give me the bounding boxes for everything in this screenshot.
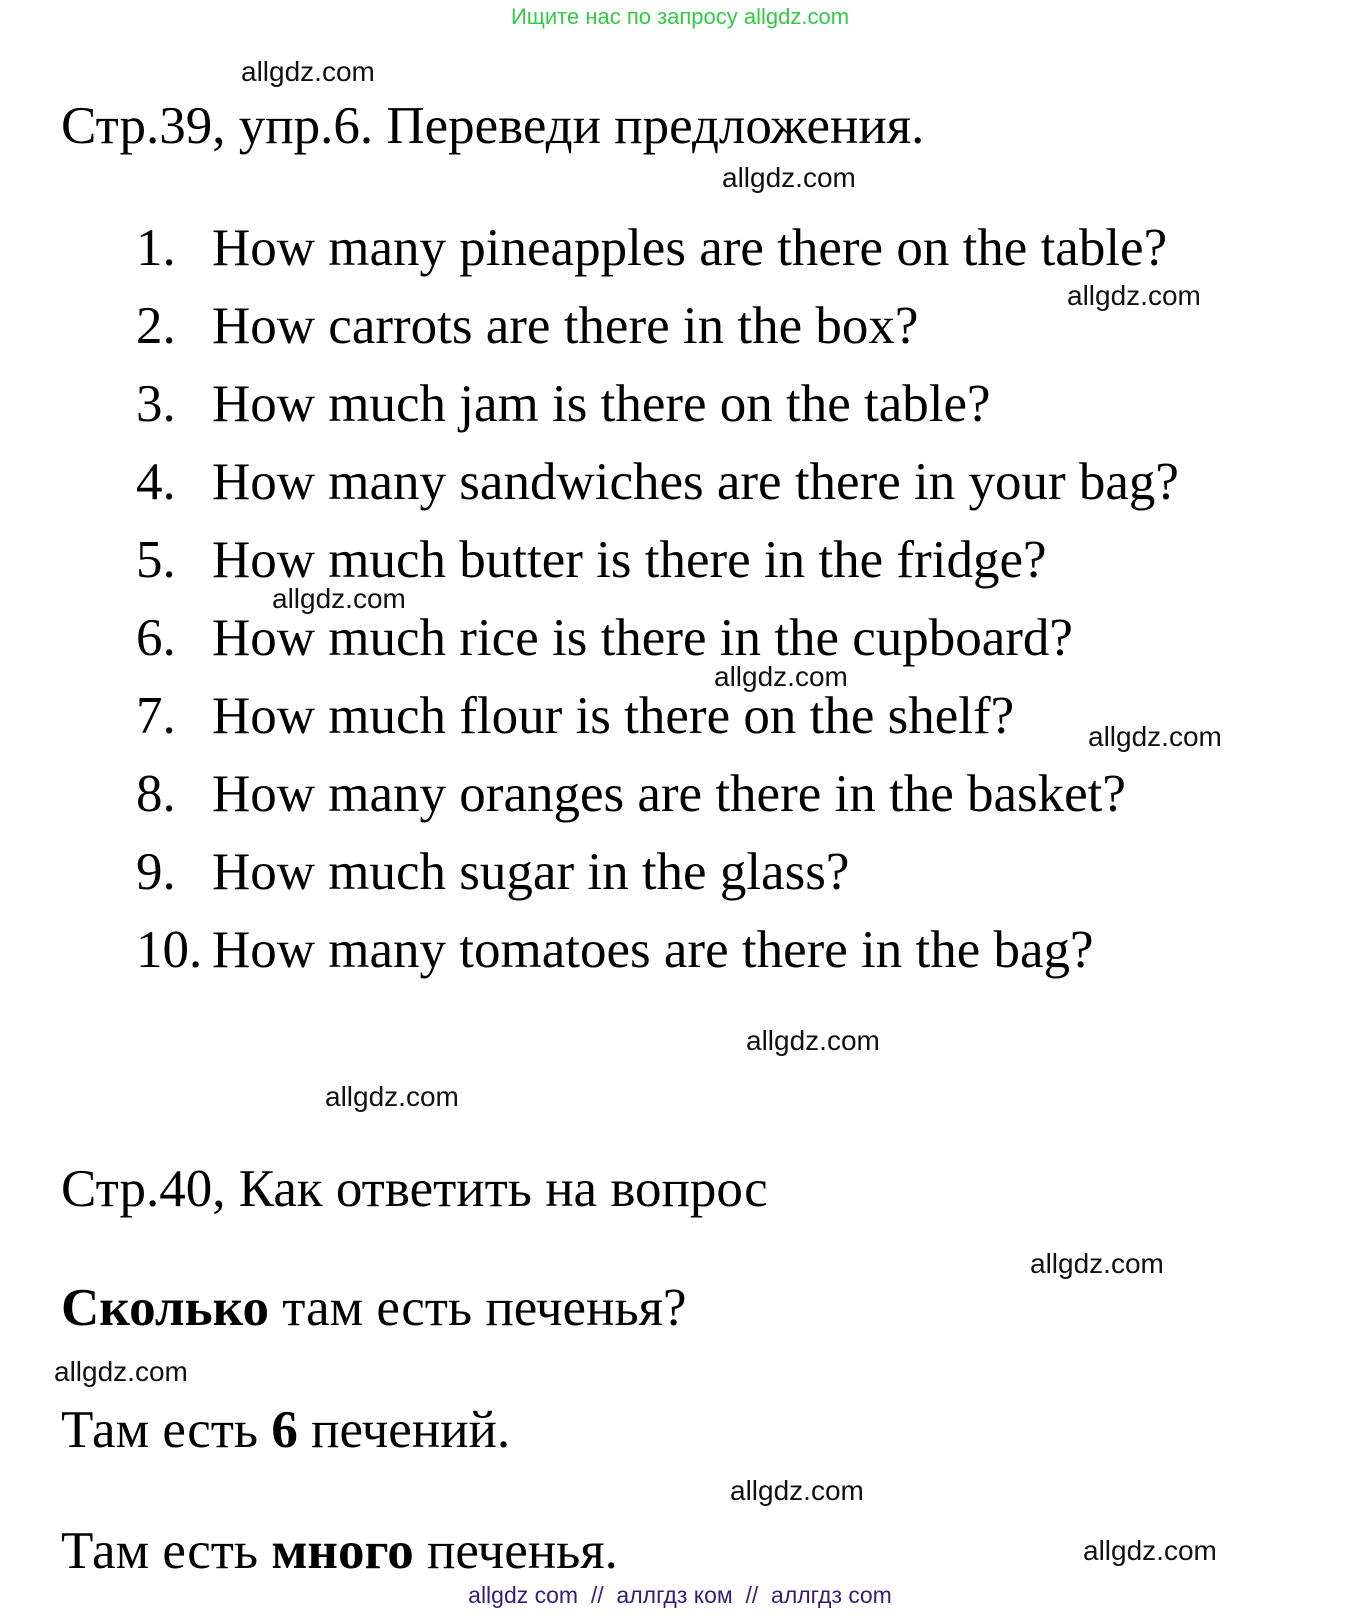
section2-title: Стр.40, Как ответить на вопрос: [61, 1160, 768, 1218]
top-banner[interactable]: Ищите нас по запросу allgdz.com: [510, 4, 850, 29]
item-number: 6.: [136, 609, 176, 667]
watermark: allgdz.com: [241, 56, 375, 87]
answer2-post: печенья.: [413, 1522, 618, 1580]
watermark: allgdz.com: [1083, 1535, 1217, 1566]
item-number: 7.: [136, 687, 176, 745]
item-text: How many sandwiches are there in your bag?: [212, 453, 1179, 511]
list-item: [136, 531, 1336, 590]
watermark: allgdz.com: [272, 583, 406, 614]
item-number: 9.: [136, 843, 176, 901]
watermark: allgdz.com: [730, 1475, 864, 1506]
item-number: 3.: [136, 375, 176, 433]
answer-1: [61, 1401, 511, 1459]
watermark: allgdz.com: [746, 1025, 880, 1056]
answer2-bold: много: [271, 1522, 414, 1580]
watermark: allgdz.com: [54, 1356, 188, 1387]
watermark: allgdz.com: [1067, 280, 1201, 311]
list-item: [136, 375, 1336, 434]
item-text: How much rice is there in the cupboard?: [212, 609, 1073, 667]
answer1-post: печений.: [297, 1401, 511, 1459]
item-text: How much flour is there on the shelf?: [212, 687, 1015, 745]
question-bold: Сколько: [61, 1279, 270, 1337]
item-number: 5.: [136, 531, 176, 589]
item-text: How carrots are there in the box?: [212, 297, 919, 355]
item-text: How much sugar in the glass?: [212, 843, 850, 901]
answer2-pre: Там есть: [61, 1522, 272, 1580]
watermark: allgdz.com: [325, 1081, 459, 1112]
item-text: How much jam is there on the table?: [212, 375, 991, 433]
item-number: 8.: [136, 765, 176, 823]
item-text: How much butter is there in the fridge?: [212, 531, 1047, 589]
answer-2: [61, 1522, 618, 1580]
watermark: allgdz.com: [1088, 721, 1222, 752]
watermark: allgdz.com: [722, 162, 856, 193]
item-number: 10.: [136, 921, 203, 979]
watermark: allgdz.com: [714, 661, 848, 692]
answer1-bold: 6: [271, 1401, 298, 1459]
answer1-pre: Там есть: [61, 1401, 272, 1459]
list-item: [136, 219, 1336, 278]
question-rest: там есть печенья?: [269, 1279, 687, 1337]
bottom-banner[interactable]: allgdz com // аллгдз ком // аллгдз com: [468, 1582, 892, 1608]
item-text: How many tomatoes are there in the bag?: [212, 921, 1094, 979]
item-number: 4.: [136, 453, 176, 511]
list-item: [136, 609, 1336, 668]
item-text: How many oranges are there in the basket?: [212, 765, 1126, 823]
list-item: [136, 843, 1336, 902]
item-number: 2.: [136, 297, 176, 355]
list-item: [136, 453, 1336, 512]
section1-title: Стр.39, упр.6. Переведи предложения.: [61, 97, 925, 155]
question: [61, 1279, 687, 1337]
item-text: How many pineapples are there on the table?: [212, 219, 1168, 277]
list-item: [136, 765, 1336, 824]
list-item: [136, 921, 1336, 980]
item-number: 1.: [136, 219, 176, 277]
watermark: allgdz.com: [1030, 1248, 1164, 1279]
